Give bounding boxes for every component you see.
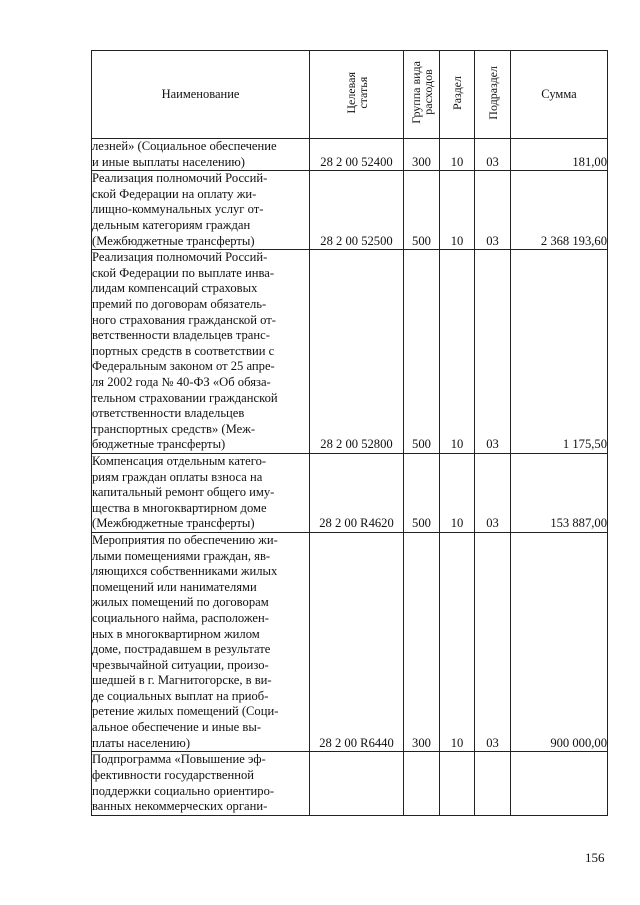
page-number: 156 (585, 850, 605, 865)
row-name-line: ного страхования гражданской от- (92, 312, 276, 327)
row-target-article-cell (310, 453, 404, 532)
header-subsection (475, 51, 511, 139)
row-name-line: поддержки социально ориентиро- (92, 783, 275, 798)
row-name-line: транспортных средств» (Меж- (92, 421, 256, 436)
row-name-line: ской Федерации на оплату жи- (92, 186, 257, 201)
header-section-label: Раздел (450, 75, 464, 110)
row-subsection-cell (475, 752, 511, 815)
row-subsection-cell (475, 171, 511, 250)
row-name-line: Реализация полномочий Россий- (92, 250, 268, 265)
row-target-article-cell (310, 139, 404, 171)
row-sum: 181,00 (572, 154, 607, 169)
row-name-line: портных средств в соответствии с (92, 343, 275, 358)
row-subsection-cell (475, 532, 511, 751)
row-name-cell (92, 453, 310, 532)
row-name-line: Мероприятия по обеспечению жи- (92, 532, 278, 547)
row-name-line: щества в многоквартирном доме (92, 500, 267, 515)
row-name-line: ответственности владельцев (92, 406, 245, 421)
row-name-line: лезней» (Социальное обеспечение (92, 139, 277, 153)
row-name-line: ляющихся собственниками жилых (92, 564, 278, 579)
row-sum: 900 000,00 (550, 735, 607, 750)
row-target-article-cell (310, 752, 404, 815)
row-section-cell (440, 250, 475, 454)
budget-table (91, 50, 608, 816)
row-name-line: ванных некоммерческих органи- (92, 799, 268, 814)
row-section: 10 (450, 233, 464, 248)
row-name-line: Компенсация отдельным катего- (92, 453, 267, 468)
table-header-row (92, 51, 608, 139)
row-section: 10 (450, 437, 464, 452)
row-section-cell (440, 532, 475, 751)
row-subsection-cell (475, 139, 511, 171)
row-expense-group: 500 (412, 233, 431, 248)
row-expense-group: 300 (412, 735, 431, 750)
row-expense-group: 500 (412, 437, 431, 452)
row-name-line: социального найма, расположен- (92, 610, 269, 625)
header-subsection-label: Подраздел (485, 65, 500, 120)
row-expense-group-cell (404, 250, 440, 454)
header-expense-group-label: Группа вида расходов (408, 61, 435, 124)
row-subsection-cell (475, 453, 511, 532)
row-expense-group-cell (404, 532, 440, 751)
row-name-line: жилых помещений по договорам (92, 595, 269, 610)
row-name-line: ретение жилых помещений (Соци- (92, 704, 279, 719)
row-target-article: 28 2 00 52400 (320, 154, 393, 169)
row-name-line: (Межбюджетные трансферты) (92, 233, 255, 248)
row-sum-cell (511, 250, 608, 454)
row-section-cell (440, 453, 475, 532)
row-target-article-cell (310, 171, 404, 250)
row-name-cell (92, 532, 310, 751)
row-name-line: платы населению) (92, 735, 191, 750)
row-subsection: 03 (486, 233, 499, 248)
table-row (92, 250, 608, 454)
row-sum: 1 175,50 (562, 437, 607, 452)
row-name-line: альное обеспечение и иные вы- (92, 720, 262, 735)
row-subsection: 03 (486, 437, 499, 452)
row-section-cell (440, 171, 475, 250)
header-section (440, 51, 475, 139)
row-sum-cell (511, 453, 608, 532)
row-name-line: Федеральным законом от 25 апре- (92, 359, 275, 374)
row-name-line: шедшей в г. Магнитогорске, в ви- (92, 673, 272, 688)
row-section: 10 (450, 516, 464, 531)
row-name-line: лищно-коммунальных услуг от- (92, 202, 264, 217)
row-target-article: 28 2 00 R4620 (319, 516, 394, 531)
row-expense-group-cell (404, 453, 440, 532)
row-target-article: 28 2 00 52500 (320, 233, 393, 248)
row-expense-group: 500 (412, 516, 431, 531)
row-name-line: ветственности владельцев транс- (92, 328, 270, 343)
table-row (92, 171, 608, 250)
header-name (92, 51, 310, 139)
row-target-article: 28 2 00 R6440 (319, 735, 394, 750)
row-expense-group: 300 (412, 154, 431, 169)
row-name-line: тельном страховании гражданской (92, 390, 278, 405)
row-section: 10 (450, 154, 464, 169)
header-name-label: Наименование (161, 87, 240, 101)
row-target-article-cell (310, 250, 404, 454)
table-row (92, 453, 608, 532)
row-name-line: капитальный ремонт общего иму- (92, 485, 275, 500)
row-sum-cell (511, 139, 608, 171)
row-target-article-cell (310, 532, 404, 751)
row-name-line: доме, пострадавшем в результате (92, 642, 271, 657)
row-expense-group-cell (404, 171, 440, 250)
header-sum (511, 51, 608, 139)
row-section: 10 (450, 735, 464, 750)
row-name-cell (92, 139, 310, 171)
row-subsection-cell (475, 250, 511, 454)
row-expense-group-cell (404, 752, 440, 815)
header-sum-label: Сумма (541, 87, 577, 101)
row-expense-group-cell (404, 139, 440, 171)
row-sum-cell (511, 171, 608, 250)
row-name-line: риям граждан оплаты взноса на (92, 469, 263, 484)
row-name-line: лидам компенсаций страховых (92, 281, 258, 296)
row-sum-cell (511, 752, 608, 815)
row-name-line: лыми помещениями граждан, яв- (92, 548, 271, 563)
row-name-line: и иные выплаты населению) (92, 154, 245, 169)
header-target-article-label: Целевая статья (343, 71, 370, 114)
row-name-cell (92, 171, 310, 250)
row-name-line: ля 2002 года № 40-ФЗ «Об обяза- (92, 374, 271, 389)
row-name-line: помещений или нанимателями (92, 579, 257, 594)
row-name-line: дельным категориям граждан (92, 217, 251, 232)
row-section-cell (440, 139, 475, 171)
row-subsection: 03 (486, 735, 499, 750)
row-subsection: 03 (486, 516, 499, 531)
row-name-line: фективности государственной (92, 767, 254, 782)
row-name-line: бюджетные трансферты) (92, 437, 226, 452)
table-row (92, 139, 608, 171)
row-section-cell (440, 752, 475, 815)
row-name-line: Подпрограмма «Повышение эф- (92, 752, 266, 767)
table-row (92, 532, 608, 751)
row-sum-cell (511, 532, 608, 751)
row-name-line: премий по договорам обязатель- (92, 296, 267, 311)
table-row (92, 752, 608, 815)
row-sum: 2 368 193,60 (540, 233, 607, 248)
row-name-line: Реализация полномочий Россий- (92, 171, 268, 186)
row-name-line: ных в многоквартирном жилом (92, 626, 260, 641)
row-name-line: де социальных выплат на приоб- (92, 688, 269, 703)
header-target-article (310, 51, 404, 139)
row-name-line: (Межбюджетные трансферты) (92, 516, 255, 531)
row-name-line: чрезвычайной ситуации, произо- (92, 657, 269, 672)
row-subsection: 03 (486, 154, 499, 169)
row-name-cell (92, 752, 310, 815)
row-target-article: 28 2 00 52800 (320, 437, 393, 452)
row-name-cell (92, 250, 310, 454)
header-expense-group (404, 51, 440, 139)
row-name-line: ской Федерации по выплате инва- (92, 265, 275, 280)
row-sum: 153 887,00 (550, 516, 607, 531)
